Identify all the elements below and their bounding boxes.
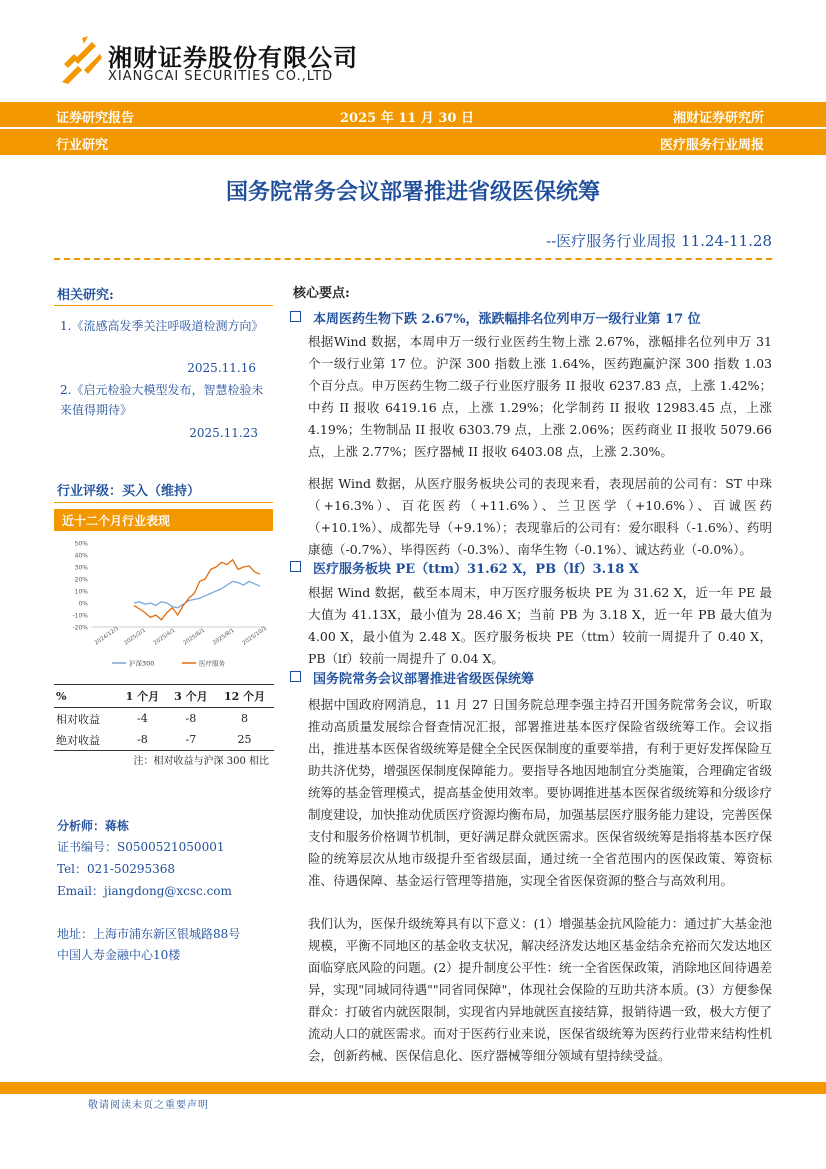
legend-label: 医疗服务 — [199, 659, 225, 668]
analyst-email[interactable]: Email：jiangdong@xcsc.com — [57, 884, 232, 898]
section-2-para-1: 根据 Wind 数据，截至本周末，申万医疗服务板块 PE 为 31.62 X，近一年 PE 最大值为 41.13X，最小值为 28.46 X；当前 PB 为 3.18 X，近一年 PB 最大值为 4.00 X，最小值为 2.48 X。医疗服务板块 PE（ttm）较前一周提升了 0.40 X，PB（lf）较前一周提升了 0.04 X。 — [308, 585, 772, 666]
section-1-title: 本周医药生物下跌 2.67%，涨跌幅排名位列申万一级行业第 17 位 — [313, 312, 701, 327]
core-points-label: 核心要点: — [293, 286, 350, 301]
section-2-title: 医疗服务板块 PE（ttm）31.62 X，PB（lf）3.18 X — [313, 562, 639, 577]
y-tick-label: 40% — [74, 552, 88, 560]
legend-label: 沪深300 — [129, 659, 155, 668]
series-line-hs300 — [134, 581, 260, 607]
related-item-2[interactable]: 2.《启元检验大模型发布，智慧检验未来值得期待》 — [60, 383, 264, 417]
performance-label: 近十二个月行业表现 — [62, 514, 171, 528]
performance-table — [54, 684, 274, 751]
table-cell: -7 — [167, 729, 215, 751]
rating-divider — [54, 502, 273, 503]
section-3-para-1: 根据中国政府网消息，11 月 27 日国务院总理李强主持召开国务院常务会议，听取推动高质量发展综合督查情况汇报，部署推进基本医疗保险省级统筹工作。会议指出，推进基本医保省级统筹是健全全民医保制度的重要举措，有利于更好发挥保险互助共济优势，增强医保制度保障能力。要指导各地因地制宜分类施策，合理确定省级统筹的基金管理模式，提高基金使用效率。要协调推进基本医保省级统筹和分级诊疗制度建设，加快推动优质医疗资源均衡布局，加强基层医疗服务能力建设，完善医保支付和服务价格调节机制，更好满足群众就医需求。医保省级统筹是指将基本医疗保险的统筹层次从地市级提升至省级层面，通过统一全省范围内的医保政策、筹资标准、待遇保障、基金运行管理等措施，实现全省医保资源的整合与高效利用。 — [308, 697, 772, 888]
company-name-cn: 湘财证券股份有限公司 — [108, 44, 358, 72]
series-line-medical-service — [134, 560, 260, 620]
table-cell: 8 — [241, 712, 249, 725]
company-logo-icon — [60, 36, 102, 86]
industry-rating: 行业评级：买入（维持） — [57, 484, 201, 499]
header-band-bottom — [0, 129, 826, 155]
y-tick-label: 30% — [74, 564, 88, 572]
institute-name: 湘财证券研究所 — [672, 111, 764, 126]
table-row — [54, 708, 274, 730]
report-series: 医疗服务行业周报 — [659, 138, 764, 153]
related-divider — [54, 305, 273, 306]
header-band-top — [0, 102, 826, 127]
section-1-heading — [290, 308, 701, 327]
address-line-1: 地址：上海市浦东新区银城路88号 — [57, 927, 241, 941]
table-cell: 相对收益 — [56, 712, 100, 726]
address-line-2: 中国人寿金融中心10楼 — [57, 948, 181, 962]
y-tick-label: 10% — [74, 588, 88, 596]
report-date: 2025 年 11 月 30 日 — [340, 111, 474, 126]
x-tick-label: 2025/4/1 — [152, 627, 177, 647]
table-cell: -8 — [185, 712, 197, 725]
table-cell: 25 — [215, 729, 274, 751]
related-date-1: 2025.11.16 — [187, 361, 256, 375]
section-1-para-2: 根据 Wind 数据，从医疗服务板块公司的表现来看，表现居前的公司有：ST 中珠（+16.3%）、百花医药（+11.6%）、兰卫医学（+10.6%）、百诚医药（+10.1%）、成都先导（+9.1%）；表现靠后的公司有：爱尔眼科（-1.6%）、药明康德（-0.7%）、毕得医药（-0.3%）、南华生物（-0.1%）、诚达药业（-0.0%）。 — [308, 476, 772, 557]
section-1-para-1: 根据Wind 数据，本周申万一级行业医药生物上涨 2.67%，涨幅排名位列申万 31 个一级行业第 17 位。沪深 300 指数上涨 1.64%，医药跑赢沪深 300 指数 1.03 个百分点。申万医药生物二级子行业医疗服务 II 报收 6237.83 点，上涨 1.42%；中药 II 报收 6419.16 点，上涨 1.29%；化学制药 II 报收 12983.45 点，上涨 4.19%；生物制品 II 报收 6303.79 点，上涨 2.06%；医药商业 II 报收 5079.66 点，上涨 2.77%；医疗器械 II 报收 6403.08 点，上涨 2.30%。 — [308, 334, 772, 459]
y-tick-label: 20% — [74, 576, 88, 584]
table-note: 注：相对收益与沪深 300 相比 — [133, 756, 269, 767]
x-tick-label: 2025/6/1 — [182, 627, 207, 647]
related-date-2: 2025.11.23 — [189, 426, 258, 440]
y-tick-label: 50% — [74, 540, 88, 548]
y-tick-label: -10% — [72, 612, 88, 620]
analyst-tel: Tel：021-50295368 — [57, 862, 176, 876]
checkbox-bullet-icon — [290, 561, 301, 572]
page-title: 国务院常务会议部署推进省级医保统筹 — [225, 179, 600, 205]
section-2-heading — [290, 558, 639, 577]
x-tick-label: 2025/2/1 — [123, 627, 147, 647]
checkbox-bullet-icon — [290, 311, 301, 322]
table-header: % — [54, 685, 118, 708]
x-tick-label: 2024/12/1 — [93, 625, 121, 647]
footer-band — [0, 1082, 826, 1094]
table-row — [54, 729, 274, 751]
page-subtitle: --医疗服务行业周报 11.24-11.28 — [546, 232, 772, 250]
section-3-heading — [290, 668, 534, 687]
performance-bar — [54, 509, 273, 531]
table-header: 1 个月 — [118, 685, 166, 708]
table-cell: 绝对收益 — [54, 729, 118, 751]
table-header: 12 个月 — [215, 685, 274, 708]
report-type: 证券研究报告 — [56, 111, 135, 126]
related-research-label: 相关研究: — [57, 288, 114, 303]
section-3-title: 国务院常务会议部署推进省级医保统筹 — [313, 672, 535, 687]
analyst-name: 分析师：蒋栋 — [57, 819, 130, 833]
x-tick-label: 2025/8/1 — [212, 627, 236, 647]
x-tick-label: 2025/10/1 — [241, 625, 269, 647]
related-item-1[interactable]: 1.《流感高发季关注呼吸道检测方向》 — [60, 319, 264, 333]
disclaimer-link[interactable]: 敬请阅读末页之重要声明 — [88, 1100, 209, 1111]
table-cell: -8 — [118, 729, 166, 751]
title-divider — [54, 258, 772, 260]
section-3-para-2: 我们认为，医保升级统筹具有以下意义：(1）增强基金抗风险能力：通过扩大基金池规模，平衡不同地区的基金收支状况，解决经济发达地区基金结余充裕而欠发达地区面临穿底风险的问题。(2）提升制度公平性：统一全省医保政策，消除地区间待遇差异，实现"同城同待遇""同省同保障"，体现社会保险的互助共济本质。(3）方便参保群众：打破省内就医限制，实现省内异地就医直接结算，报销待遇一致，极大方便了流动人口的就医需求。而对于医药行业来说，医保省级统筹为医药行业带来结构性机会，创新药械、医保信息化、医疗器械等细分领域有望持续受益。 — [308, 916, 772, 1063]
cert-number: 证书编号：S0500521050001 — [57, 840, 225, 854]
y-tick-label: -20% — [72, 624, 88, 632]
research-type: 行业研究 — [56, 138, 109, 153]
company-name-en: XIANGCAI SECURITIES CO.,LTD — [108, 69, 334, 84]
y-tick-label: 0% — [78, 600, 88, 608]
performance-chart — [54, 535, 274, 675]
table-cell: -4 — [137, 712, 148, 725]
checkbox-bullet-icon — [290, 671, 301, 682]
table-header: 3 个月 — [167, 685, 215, 708]
